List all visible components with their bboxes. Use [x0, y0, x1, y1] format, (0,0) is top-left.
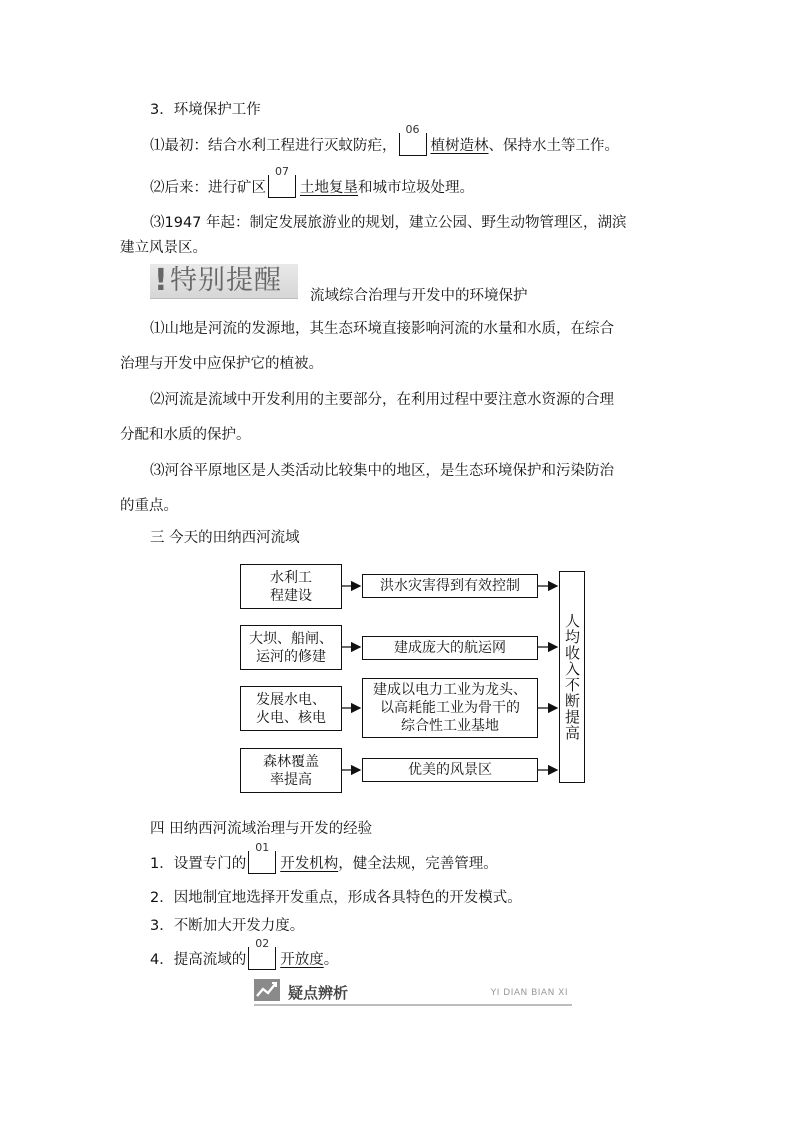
section-four-item-4 [150, 937, 339, 970]
blank-number: 06 [400, 124, 426, 136]
doubt-analysis-pinyin: YI DIAN BIAN XI [490, 988, 568, 998]
cause-box-dams-locks: 大坝、船闸、 运河的修建 [240, 625, 342, 670]
effect-box-shipping-network: 建成庞大的航运网 [362, 636, 538, 660]
blank-fill: 开发机构 [280, 856, 339, 872]
cause-box-forest: 森林覆盖 率提高 [240, 748, 342, 793]
result-box-income: 人均收入不断提高 [559, 571, 585, 783]
effect-box-industrial-base: 建成以电力工业为龙头、 以高耗能工业为骨干的 综合性工业基地 [362, 678, 538, 738]
blank-fill: 土地复垦 [300, 180, 358, 196]
item-2-suffix: 和城市垃圾处理。 [358, 180, 474, 196]
section-3-item-3-line-1: ⑶1947 年起：制定发展旅游业的规划，建立公园、野生动物管理区，湖滨 [150, 215, 627, 231]
item-2-prefix: ⑵后来：进行矿区 [150, 180, 266, 196]
item-1-prefix: ⑴最初：结合水利工程进行灭蚊防疟， [150, 138, 397, 154]
item-1-prefix: 1．设置专门的 [150, 856, 247, 872]
tip-paragraph-3-line-2: 的重点。 [120, 498, 178, 514]
item-1-suffix: 、保持水土等工作。 [488, 138, 619, 154]
cause-box-water-engineering: 水利工 程建设 [240, 564, 342, 609]
section-four-item-2: 2．因地制宜地选择开发重点，形成各具特色的开发模式。 [150, 890, 522, 906]
blank-number: 01 [249, 842, 275, 854]
item-4-suffix: 。 [323, 952, 339, 968]
section-four-heading: 四 田纳西河流域治理与开发的经验 [150, 821, 373, 837]
blank-number: 07 [269, 166, 295, 178]
tip-paragraph-1-line-2: 治理与开发中应保护它的植被。 [120, 356, 323, 372]
section-four-item-3: 3．不断加大开发力度。 [150, 918, 305, 934]
tip-title: 流域综合治理与开发中的环境保护 [310, 288, 528, 304]
effect-box-scenic-area: 优美的风景区 [362, 758, 538, 782]
doubt-analysis-title: 疑点辨析 [288, 984, 349, 1002]
exclamation-icon: ! [154, 263, 168, 298]
section-three-heading: 三 今天的田纳西河流域 [150, 530, 300, 546]
tip-paragraph-3-line-1: ⑶河谷平原地区是人类活动比较集中的地区，是生态环境保护和污染防治 [150, 463, 614, 479]
blank-number-box [248, 937, 276, 970]
item-4-prefix: 4．提高流域的 [150, 952, 247, 968]
trend-chart-icon [254, 979, 280, 1001]
section-3-item-3-line-2: 建立风景区。 [120, 240, 207, 256]
tip-paragraph-2-line-2: 分配和水质的保护。 [120, 427, 251, 443]
blank-fill: 植树造林 [430, 138, 489, 154]
tip-paragraph-1-line-1: ⑴山地是河流的发源地，其生态环境直接影响河流的水量和水质，在综合 [150, 321, 614, 337]
section-3-heading: 3．环境保护工作 [150, 102, 261, 118]
tip-banner-text: 特别提醒 [170, 265, 282, 296]
section-four-item-1 [150, 841, 498, 874]
effect-box-flood-control: 洪水灾害得到有效控制 [362, 574, 538, 598]
blank-number-box [248, 841, 276, 874]
blank-number: 02 [249, 938, 275, 950]
doubt-analysis-header [254, 978, 572, 1006]
blank-fill: 开放度 [280, 952, 324, 968]
item-1-suffix: ，健全法规，完善管理。 [338, 856, 498, 872]
tip-paragraph-2-line-1: ⑵河流是流域中开发利用的主要部分，在利用过程中要注意水资源的合理 [150, 392, 614, 408]
cause-box-power: 发展水电、 火电、核电 [240, 686, 342, 731]
